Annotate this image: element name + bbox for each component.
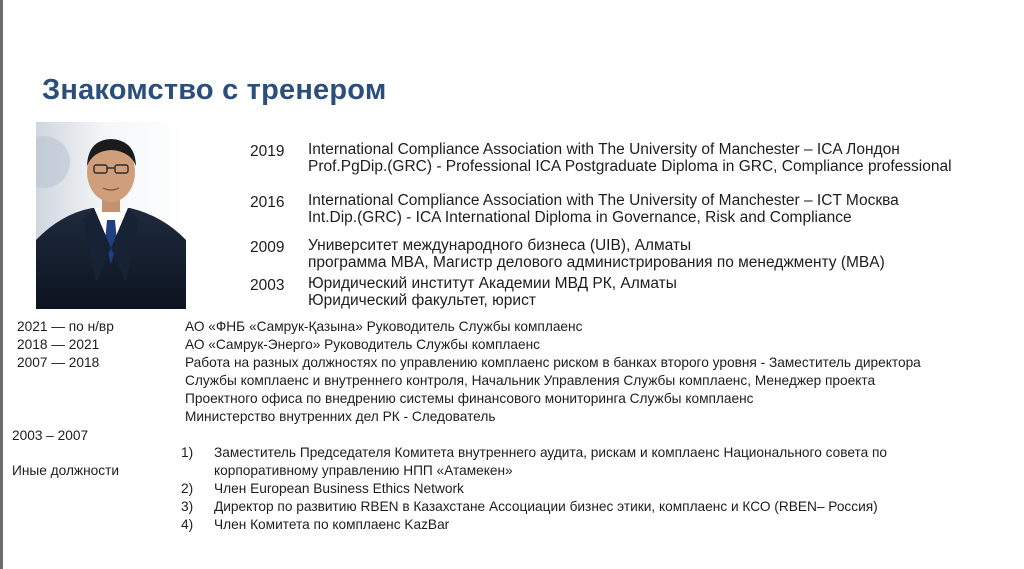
education-line: Prof.PgDip.(GRC) - Professional ICA Postgraduate Diploma in GRC, Compliance professional <box>308 158 952 175</box>
education-line: программа MBA, Магистр делового администрирования по менеджменту (MBA) <box>308 254 885 271</box>
other-role: Член European Business Ethics Network <box>214 481 464 496</box>
career-period: 2021 — по н/вр <box>17 319 114 334</box>
other-role-number: 3) <box>181 499 194 514</box>
education-line: Юридический институт Академии МВД РК, Алматы <box>308 275 677 292</box>
other-role-number: 2) <box>181 481 194 496</box>
education-line: Юридический факультет, юрист <box>308 292 536 309</box>
slide-title: Знакомство с тренером <box>42 74 387 106</box>
education-line: International Compliance Association with The University of Manchester – ICT Москва <box>308 192 899 209</box>
other-role: Директор по развитию RBEN в Казахстане Ассоциации бизнес этики, комплаенс и КСО (RBEN– Россия) <box>214 499 878 514</box>
slide-left-edge <box>0 0 3 569</box>
other-role: Заместитель Председателя Комитета внутреннего аудита, рискам и комплаенс Национального совета по <box>214 445 888 460</box>
trainer-portrait-illustration <box>36 122 186 309</box>
other-positions-label: Иные должности <box>12 463 120 478</box>
other-role-continued: корпоративному управлению НПП «Атамекен» <box>214 463 513 478</box>
education-year: 2003 <box>250 277 285 294</box>
other-role: Член Комитета по комплаенс KazBar <box>214 517 450 532</box>
education-year: 2009 <box>250 239 285 256</box>
education-year: 2019 <box>250 143 285 160</box>
other-role-number: 1) <box>181 445 194 460</box>
education-line: Университет международного бизнеса (UIB), Алматы <box>308 237 692 254</box>
education-line: International Compliance Association with The University of Manchester – ICA Лондон <box>308 141 900 158</box>
career-role-continued: Службы комплаенс и внутреннего контроля, Начальник Управления Службы комплаенс, Менеджер проекта <box>185 373 876 388</box>
career-role: Работа на разных должностях по управлению комплаенс риском в банках второго уровня - Заместитель директора <box>185 355 921 370</box>
education-year: 2016 <box>250 194 285 211</box>
education-line: Int.Dip.(GRC) - ICA International Diploma in Governance, Risk and Compliance <box>308 209 852 226</box>
other-role-number: 4) <box>181 517 194 532</box>
career-role: АО «Самрук-Энерго» Руководитель Службы комплаенс <box>185 337 540 352</box>
career-role: АО «ФНБ «Самрук-Қазына» Руководитель Службы комплаенс <box>185 319 583 334</box>
career-role-continued: Министерство внутренних дел РК - Следователь <box>185 409 496 424</box>
career-period: 2018 — 2021 <box>17 337 100 352</box>
career-period: 2007 — 2018 <box>17 355 100 370</box>
career-role-continued: Проектного офиса по внедрению системы финансового мониторинга Службы комплаенс <box>185 391 754 406</box>
trainer-photo <box>36 122 186 309</box>
career-period-2003: 2003 – 2007 <box>12 428 89 443</box>
